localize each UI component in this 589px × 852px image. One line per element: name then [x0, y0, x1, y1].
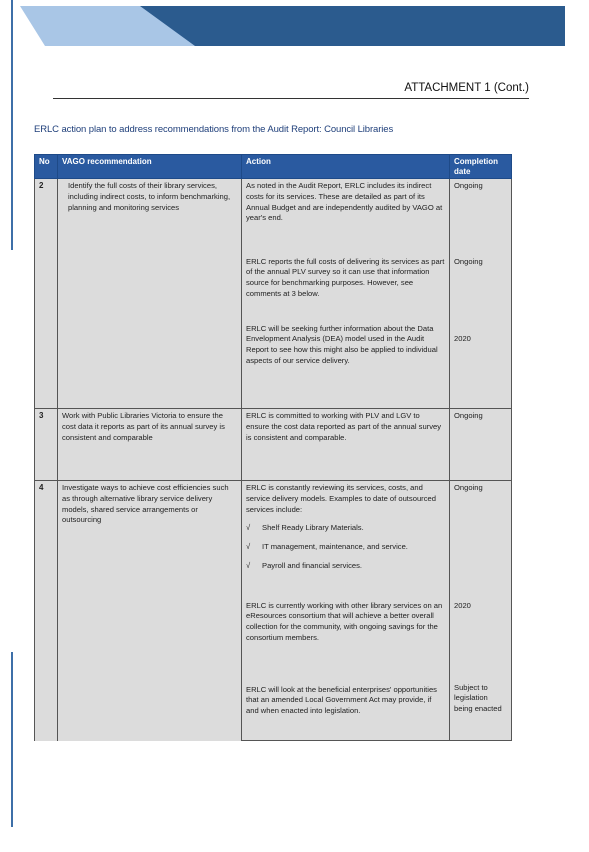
action-cell — [242, 255, 450, 322]
tick-icon: √ — [246, 560, 251, 570]
action-text: ERLC is currently working with other library services on an eResources consortium that will achieve a better overall collection for the community, with ongoing savings for the consortium members. — [246, 600, 443, 642]
list-item — [246, 561, 445, 572]
completion-date: 2020 — [454, 333, 471, 343]
document-title: ERLC action plan to address recommendations from the Audit Report: Council Libraries — [34, 124, 394, 135]
left-margin-rule — [11, 0, 13, 250]
completion-date: 2020 — [454, 600, 471, 610]
action-cell — [242, 179, 450, 255]
list-item-text: IT management, maintenance, and service. — [262, 542, 408, 552]
completion-date: Subject to legislation being enacted — [454, 682, 502, 714]
completion-date: Ongoing — [454, 411, 483, 420]
table-header-row — [35, 155, 512, 179]
table-row — [35, 179, 512, 255]
table-row — [35, 409, 512, 481]
header-rule — [53, 98, 529, 99]
completion-cell — [450, 595, 512, 679]
action-text: ERLC will look at the beneficial enterprises' opportunities that an amended Local Government Act may provide, if and when enacted into legislation. — [246, 684, 437, 716]
list-item — [246, 523, 445, 534]
row-number: 3 — [35, 409, 58, 481]
completion-date: Ongoing — [454, 256, 483, 266]
action-text: ERLC is constantly reviewing its services, costs, and service delivery models. Examples to date of outsourced services include: — [246, 483, 436, 514]
action-cell — [242, 595, 450, 679]
completion-date: Ongoing — [454, 483, 483, 492]
recommendation-text: Investigate ways to achieve cost efficiencies such as through alternative library service delivery models, shared service arrangements or outsourcing — [62, 483, 229, 525]
recommendation-text: Identify the full costs of their library services, including indirect costs, to inform benchmarking, planning and monitoring services — [68, 181, 231, 212]
row-number: 4 — [35, 481, 58, 741]
header-completion-date: Completion date — [450, 155, 512, 179]
list-item — [246, 542, 445, 553]
attachment-label: ATTACHMENT 1 (Cont.) — [404, 82, 529, 94]
action-text: ERLC will be seeking further information about the Data Envelopment Analysis (DEA) model used in the Audit Report to see how this might also be applied to individual aspects of our service delivery. — [246, 323, 438, 365]
completion-cell — [450, 179, 512, 255]
header-banner — [20, 6, 565, 46]
header-recommendation: VAGO recommendation — [58, 155, 242, 179]
completion-cell — [450, 481, 512, 595]
completion-cell — [450, 409, 512, 481]
completion-cell — [450, 679, 512, 741]
action-text: ERLC is committed to working with PLV and LGV to ensure the cost data reported as part of the annual survey is consistent and comparable. — [246, 411, 442, 442]
tick-icon: √ — [246, 523, 251, 533]
action-cell — [242, 481, 450, 595]
recommendation-text: Work with Public Libraries Victoria to ensure the cost data it reports as part of its annual survey is consistent and comparable — [62, 411, 225, 442]
tick-icon: √ — [246, 542, 251, 552]
action-plan-table — [34, 154, 512, 741]
row-number: 2 — [35, 179, 58, 409]
completion-date: Ongoing — [454, 181, 483, 190]
list-item-text: Payroll and financial services. — [262, 560, 363, 570]
left-margin-rule-lower — [11, 652, 13, 827]
completion-cell — [450, 255, 512, 322]
action-cell — [242, 679, 450, 741]
recommendation-cell — [58, 481, 242, 741]
recommendation-cell — [58, 179, 242, 409]
completion-cell — [450, 322, 512, 409]
header-action: Action — [242, 155, 450, 179]
header-no: No — [35, 155, 58, 179]
banner-dark-band — [140, 6, 565, 46]
list-item-text: Shelf Ready Library Materials. — [262, 523, 364, 533]
table-row — [35, 481, 512, 595]
action-text: As noted in the Audit Report, ERLC includes its indirect costs for its services. These are detailed as part of its Annual Budget and are independently audited by VAGO at year's end. — [246, 181, 443, 223]
outsourced-services-list — [246, 523, 445, 571]
action-text: ERLC reports the full costs of delivering its services as part of the annual PLV survey so it can use that information source for benchmarking purposes. However, see comments at 3 below. — [246, 256, 445, 298]
action-cell — [242, 409, 450, 481]
recommendation-cell — [58, 409, 242, 481]
action-cell — [242, 322, 450, 409]
